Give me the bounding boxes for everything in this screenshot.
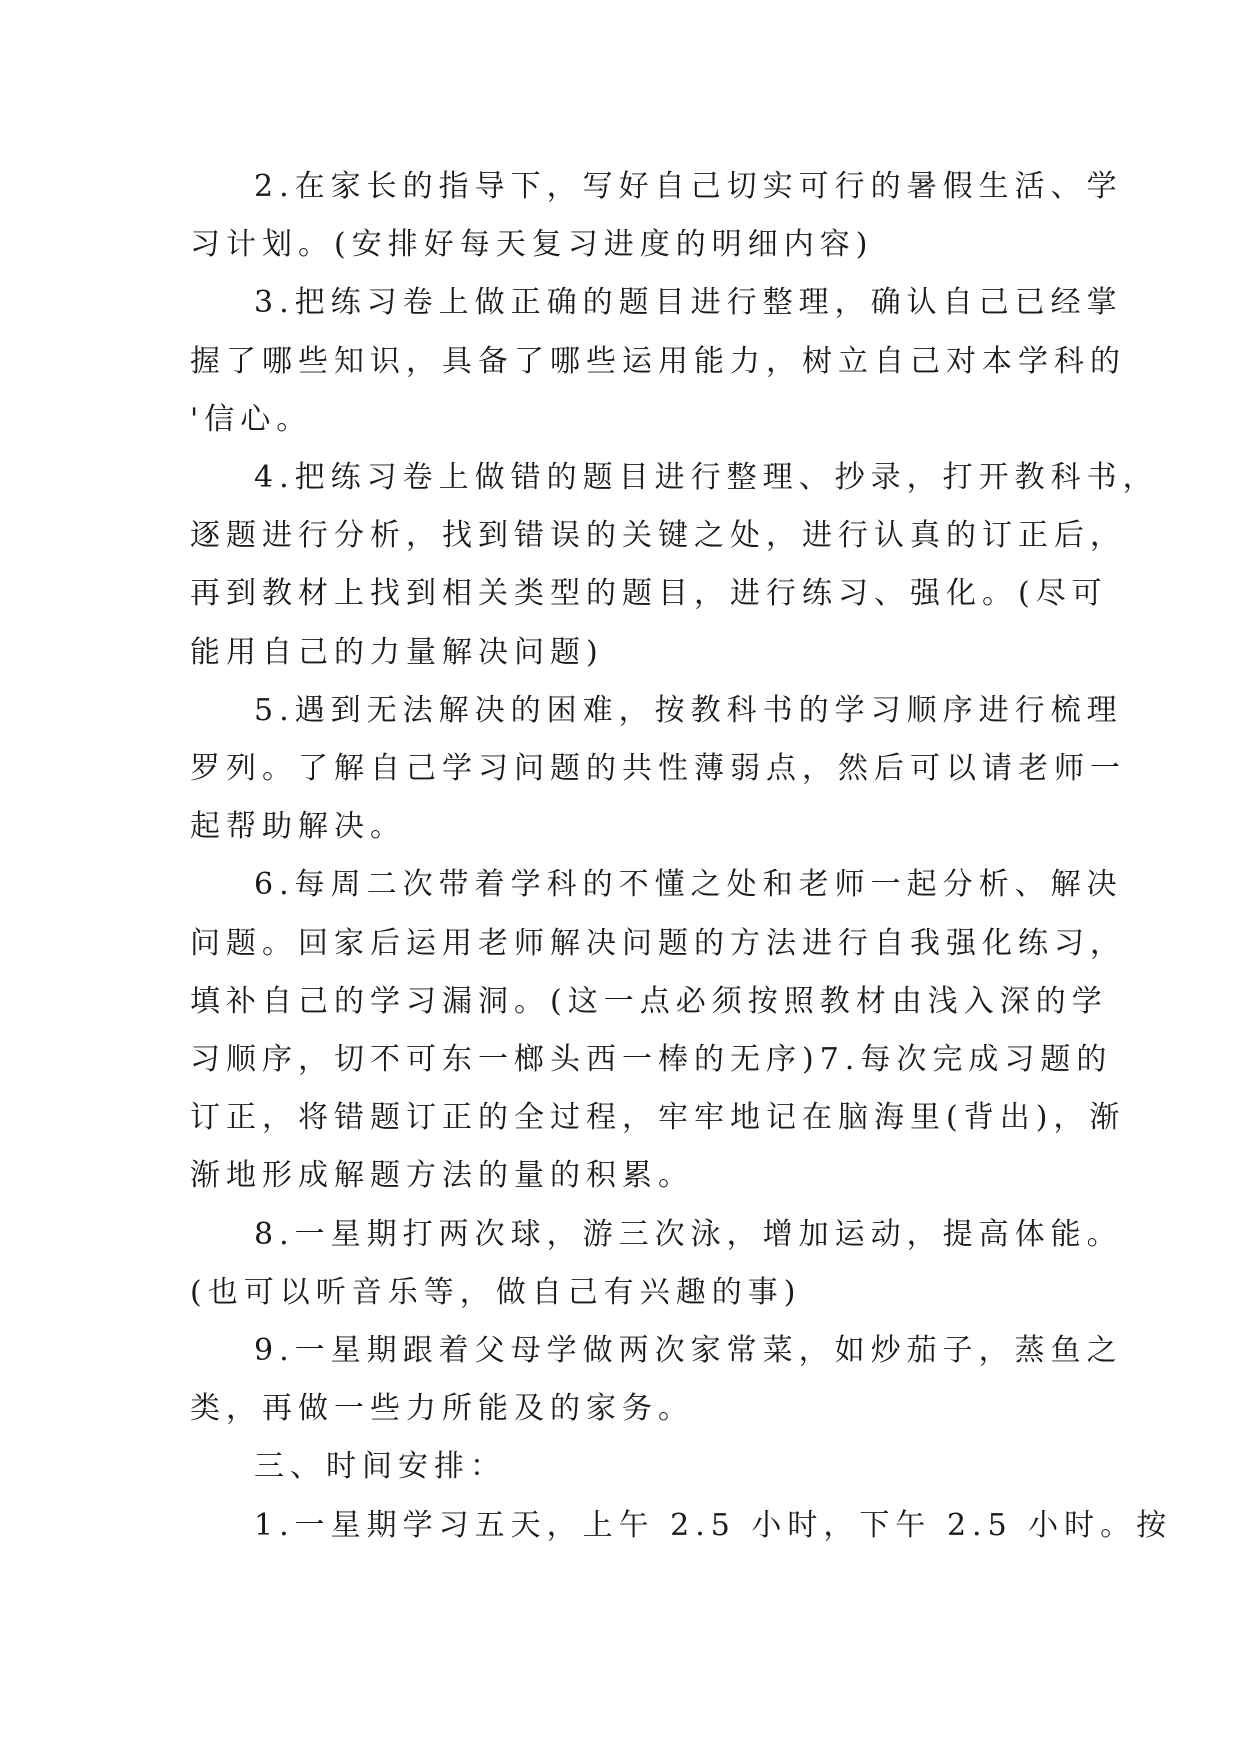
text-line-item-9-start: 9.一星期跟着父母学做两次家常菜，如炒茄子，蒸鱼之 [254, 1333, 1123, 1369]
text-line-schedule-item-1: 1.一星期学习五天，上午 2.5 小时，下午 2.5 小时。按 [254, 1507, 1173, 1543]
text-line: 握了哪些知识，具备了哪些运用能力，树立自己对本学科的 [190, 343, 1126, 379]
text-line: 订正，将错题订正的全过程，牢牢地记在脑海里(背出)，渐 [190, 1100, 1126, 1136]
text-line: 渐地形成解题方法的量的积累。 [190, 1158, 694, 1194]
text-line-item-3-start: 3.把练习卷上做正确的题目进行整理，确认自己已经掌 [254, 285, 1123, 321]
text-line-item-5-start: 5.遇到无法解决的困难，按教科书的学习顺序进行梳理 [254, 692, 1123, 728]
text-line-item-4-start: 4.把练习卷上做错的题目进行整理、抄录，打开教科书， [254, 460, 1159, 496]
text-line: 起帮助解决。 [190, 809, 406, 845]
text-line-item-2-start: 2.在家长的指导下，写好自己切实可行的暑假生活、学 [254, 169, 1123, 204]
text-line-item-8-start: 8.一星期打两次球，游三次泳，增加运动，提高体能。 [254, 1216, 1123, 1252]
text-line: 习计划。(安排好每天复习进度的明细内容) [190, 227, 874, 263]
text-line: 问题。回家后运用老师解决问题的方法进行自我强化练习， [190, 925, 1126, 961]
text-line: 逐题进行分析，找到错误的关键之处，进行认真的订正后， [190, 518, 1126, 554]
text-line: '信心。 [190, 401, 313, 437]
section-heading-time-schedule: 三、时间安排： [254, 1449, 506, 1485]
text-line-item-6-start: 6.每周二次带着学科的不懂之处和老师一起分析、解决 [254, 867, 1123, 903]
text-line: 能用自己的力量解决问题) [190, 634, 604, 670]
text-line: 罗列。了解自己学习问题的共性薄弱点，然后可以请老师一 [190, 751, 1126, 787]
text-line: (也可以听音乐等，做自己有兴趣的事) [190, 1274, 802, 1310]
text-line: 类，再做一些力所能及的家务。 [190, 1391, 694, 1427]
text-line: 再到教材上找到相关类型的题目，进行练习、强化。(尽可 [190, 576, 1108, 612]
text-line: 习顺序，切不可东一榔头西一棒的无序)7.每次完成习题的 [190, 1042, 1113, 1078]
document-body [190, 158, 1173, 1555]
text-line: 填补自己的学习漏洞。(这一点必须按照教材由浅入深的学 [190, 983, 1108, 1019]
